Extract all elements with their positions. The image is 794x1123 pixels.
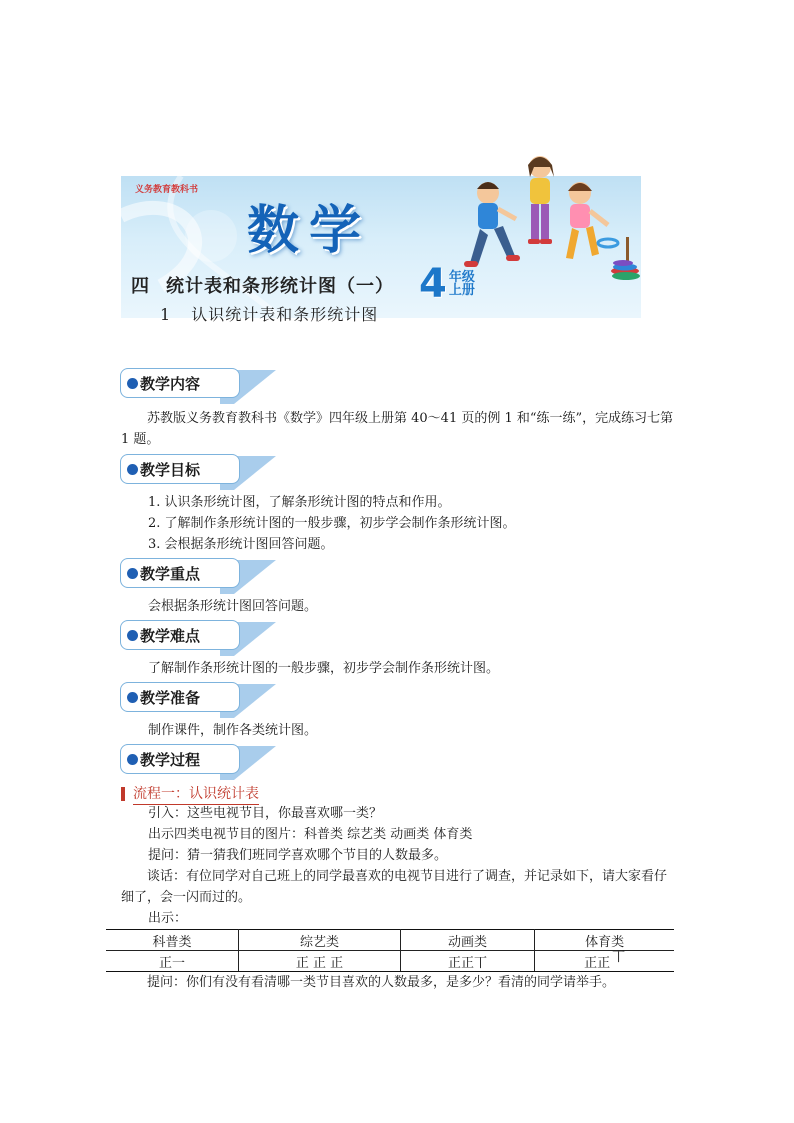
lesson-heading [160,302,378,325]
table-header-row [106,930,674,951]
tally-cell: 正 正 正 [239,951,401,972]
section-header-preparation [120,682,275,718]
bullet-dot-icon [127,630,138,641]
section-label: 教学重点 [140,564,201,583]
table-header-cell: 动画类 [400,930,534,951]
lesson-number: 1 [160,305,172,324]
preparation-text: 制作课件，制作各类统计图。 [148,723,318,738]
series-label: 义务教育教科书 [135,185,199,195]
section-label: 教学目标 [140,460,201,479]
difficulties-text: 了解制作条形统计图的一般步骤，初步学会制作条形统计图。 [148,661,500,676]
table-header-cell: 体育类 [535,930,674,951]
unit-heading [131,272,410,298]
bullet-dot-icon [127,464,138,475]
subject-title: 数学 [247,201,372,261]
lesson-title: 认识统计表和条形统计图 [191,305,379,324]
content-paragraph: 苏教版义务教育教科书《数学》四年级上册第 40～41 页的例 1 和“练一练”，完成练习七第 1 题。 [121,411,674,447]
table-row [106,951,674,972]
talk-paragraph: 谈话：有位同学对自己班上的同学最喜欢的电视节目进行了调查，并记录如下，请大家看仔细了，会一闪而过的。 [121,869,668,905]
flow-marker [121,787,125,801]
bullet-dot-icon [127,692,138,703]
kids-ring-toss-illustration [440,145,645,298]
tally-extra-mark: 丅 [612,949,626,965]
section-header-goals [120,454,275,490]
section-header-process [120,744,275,780]
tally-cell: 正正丅 [400,951,534,972]
section-label: 教学过程 [140,750,201,769]
process-line: 出示四类电视节目的图片：科普类 综艺类 动画类 体育类 [148,827,473,842]
key-points-text: 会根据条形统计图回答问题。 [148,599,318,614]
goal-item: 1. 认识条形统计图，了解条形统计图的特点和作用。 [148,495,451,510]
tally-mark: 正正 [584,955,611,971]
flow-title: 流程一：认识统计表 [133,783,259,805]
bullet-dot-icon [127,754,138,765]
grade-label: 年级 [448,270,475,285]
table-header-cell: 综艺类 [239,930,401,951]
section-header-key-points [120,558,275,594]
table-header-cell: 科普类 [106,930,239,951]
goal-item: 2. 了解制作条形统计图的一般步骤，初步学会制作条形统计图。 [148,516,516,531]
tally-cell [535,951,674,972]
section-label: 教学难点 [140,626,201,645]
grade-number: 4 [419,261,447,307]
unit-number: 四 [131,276,150,297]
tally-cell: 正一 [106,951,239,972]
bullet-dot-icon [127,568,138,579]
goal-item: 3. 会根据条形统计图回答问题。 [148,537,334,552]
tally-table [106,929,674,972]
process-line: 引入：这些电视节目，你最喜欢哪一类？ [148,806,383,821]
flow-heading [121,783,259,805]
section-label: 教学内容 [140,374,201,393]
show-label: 出示： [148,911,188,926]
section-label: 教学准备 [140,688,201,707]
volume-label: 上册 [448,283,475,298]
section-header-difficulties [120,620,275,656]
bullet-dot-icon [127,378,138,389]
unit-title: 统计表和条形统计图（一） [166,276,394,297]
question-paragraph: 提问：你们有没有看清哪一类节目喜欢的人数最多，是多少？看清的同学请举手。 [147,975,616,990]
section-header-content [120,368,275,404]
process-line: 提问：猜一猜我们班同学喜欢哪个节目的人数最多。 [148,848,448,863]
